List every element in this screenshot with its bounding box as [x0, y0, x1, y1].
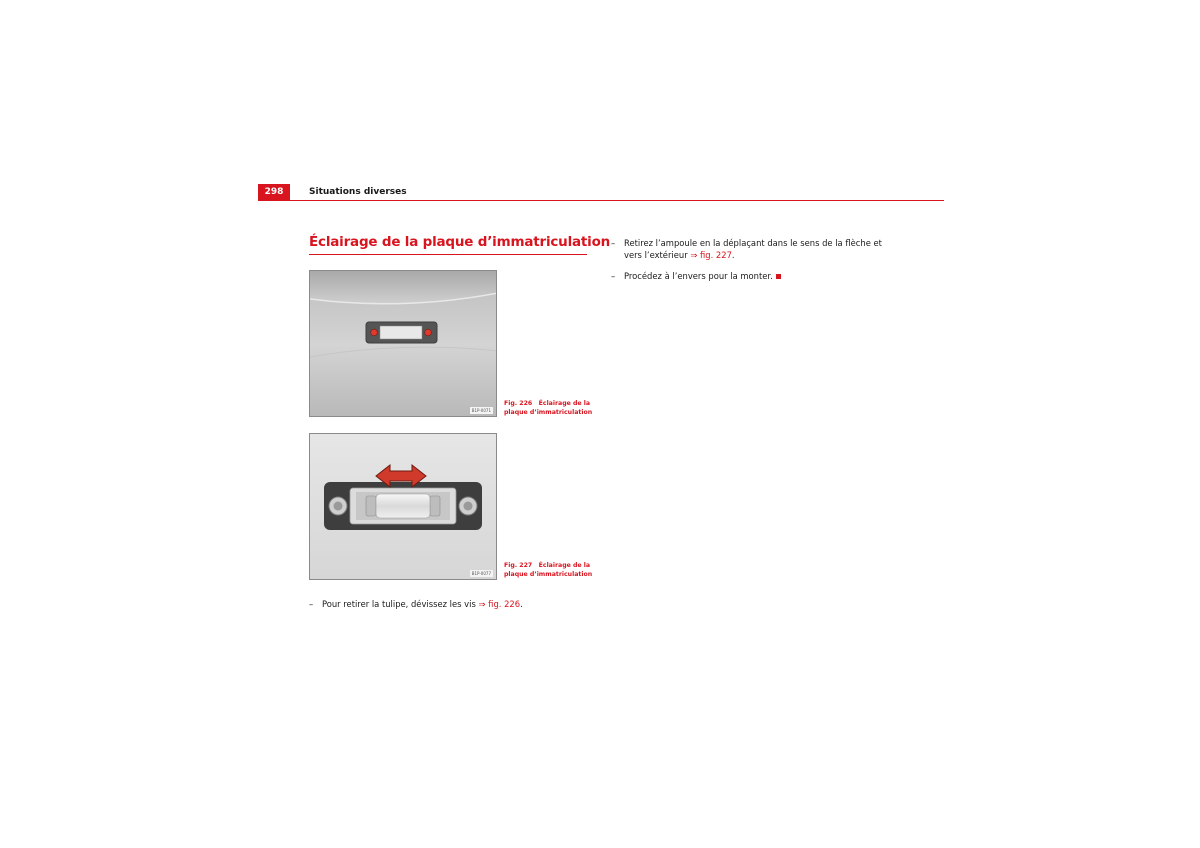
page-number: 298	[258, 184, 290, 200]
figure-code: B1P-0077	[471, 571, 491, 576]
step-text: Procédez à l’envers pour la monter.	[624, 271, 773, 281]
step-text: Retirez l’ampoule en la déplaçant dans le sens de la flèche et	[624, 238, 882, 248]
title-rule	[309, 254, 587, 255]
caption-label: Fig. 226	[504, 400, 533, 407]
figure-226-caption	[504, 400, 594, 417]
page-header	[258, 184, 944, 200]
figure-227-caption	[504, 562, 594, 579]
step-text: vers l’extérieur	[624, 250, 691, 260]
step-line	[611, 237, 891, 249]
caption-text: Éclairage de la plaque d’immatriculation	[504, 562, 593, 578]
header-rule	[258, 200, 944, 201]
section-title: Éclairage de la plaque d’immatriculation	[309, 234, 611, 250]
caption-text: Éclairage de la plaque d’immatriculation	[504, 400, 593, 416]
step-dash: –	[309, 599, 314, 609]
figure-code: B1P-0071	[471, 408, 491, 413]
step-line	[611, 249, 891, 261]
step-reassemble	[611, 270, 891, 282]
step-dash: –	[611, 271, 616, 281]
step-dash: –	[611, 238, 616, 248]
caption-label: Fig. 227	[504, 562, 533, 569]
figure-reference-link[interactable]: ⇒ fig. 226	[478, 599, 521, 609]
end-of-section-marker	[776, 274, 781, 279]
step-remove-bulb	[611, 237, 891, 261]
figure-226	[309, 270, 497, 417]
license-plate-light-illustration	[310, 271, 497, 417]
step-punctuation: .	[520, 599, 523, 609]
section-name: Situations diverses	[309, 187, 407, 197]
figure-227	[309, 433, 497, 580]
step-remove-cover	[309, 598, 599, 610]
step-punctuation: .	[731, 250, 735, 260]
step-text: Pour retirer la tulipe, dévissez les vis	[322, 599, 479, 609]
figure-reference-link[interactable]: ⇒ fig. 227	[690, 250, 732, 260]
bulb-removal-illustration	[310, 434, 497, 580]
